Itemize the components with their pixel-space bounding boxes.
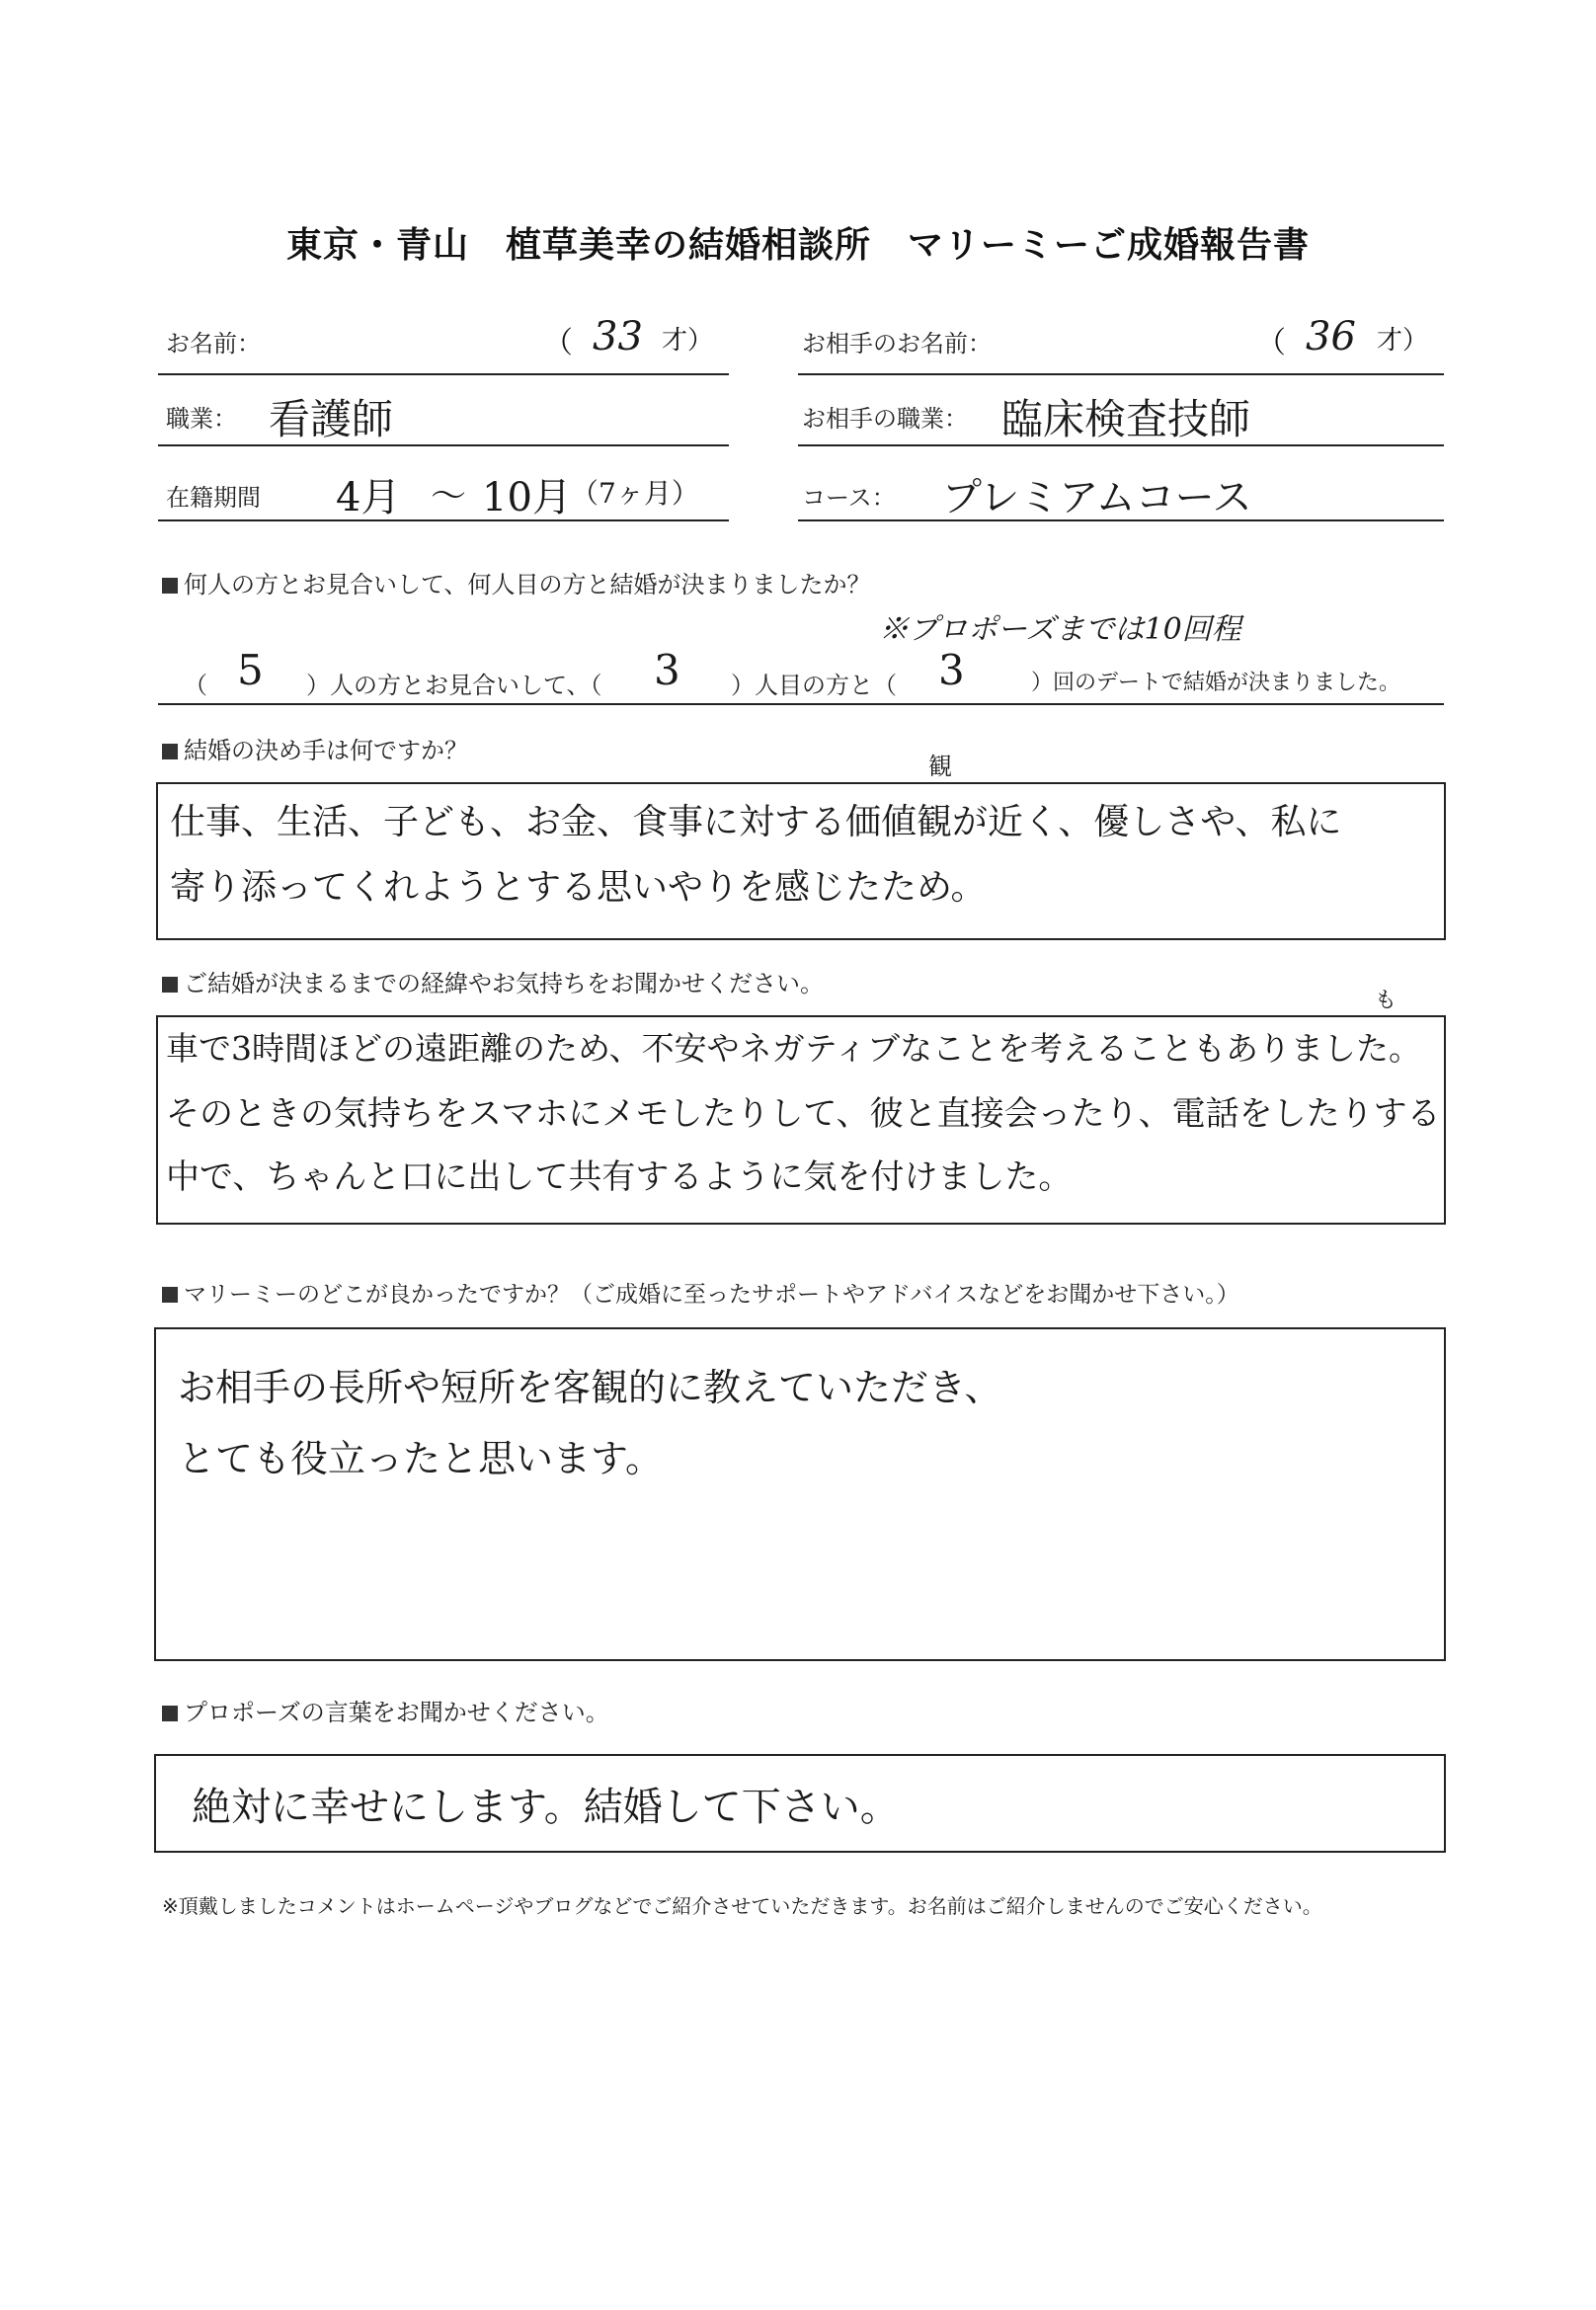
footer-note: ※頂戴しましたコメントはホームページやブログなどでご紹介させていただきます。お名前はご紹介しませんのでご安心ください。 [162,1894,1322,1918]
q3-heading: ご結婚が決まるまでの経緯やお気持ちをお聞かせください。 [162,964,824,998]
q1-dates: 3 [938,646,965,694]
q2-line-2: 寄り添ってくれようとする思いやりを感じたため。 [170,867,987,908]
course-value: プレミアムコース [942,475,1252,520]
q2-insert-mark: 観 [928,753,952,780]
q2-line-1: 仕事、生活、子ども、お金、食事に対する価値観が近く、優しさや、私に [170,802,1342,842]
q1-answer-row [158,644,1444,705]
q1-count-met: 5 [237,646,264,694]
q5-answer-box [154,1754,1446,1853]
q5-heading: プロポーズの言葉をお聞かせください。 [162,1693,609,1727]
partner-occupation-row [798,385,1444,446]
occupation-value: 看護師 [269,395,394,443]
name-row-left [158,314,729,375]
q3-line-3: 中で、ちゃんと口に出して共有するように気を付けました。 [166,1157,1073,1197]
partner-age-open-paren: （ [1256,326,1286,360]
q2-answer-box [156,782,1446,940]
partner-name-label: お相手のお名前： [802,330,992,358]
q1-text2: ）人目の方と（ [731,672,897,699]
age-value: 33 [593,314,643,359]
period-row [158,460,729,521]
q4-line-1: お相手の長所や短所を客観的に教えていただき、 [178,1366,1002,1409]
age-open-paren: （ [543,326,573,360]
q1-open-paren: （ [184,672,207,699]
period-end: 10月 [482,475,572,520]
q3-line-1: 車で3時間ほどの遠距離のため、不安やネガティブなことを考えることもありました。 [166,1029,1422,1068]
form-title: 東京・青山 植草美幸の結婚相談所 マリーミーご成婚報告書 [285,225,1310,266]
partner-name-row [798,314,1444,375]
partner-age-close-paren: 才） [1377,326,1429,356]
period-label: 在籍期間 [166,484,261,512]
q2-heading: 結婚の決め手は何ですか？ [162,731,468,765]
q1-heading: 何人の方とお見合いして、何人目の方と結婚が決まりましたか？ [162,565,871,599]
q4-answer-box [154,1327,1446,1661]
age-close-paren: 才） [662,326,714,356]
square-bullet-icon [162,1706,178,1721]
square-bullet-icon [162,1287,178,1303]
q3-line-2: そのときの気持ちをスマホにメモしたりして、彼と直接会ったり、電話をしたりする [166,1094,1441,1134]
q1-annotation: ※プロポーズまでは10回程 [879,612,1241,647]
q1-text1: ）人の方とお見合いして、（ [306,672,602,699]
partner-occupation-value: 臨床検査技師 [1001,395,1251,443]
name-label: お名前： [166,330,261,358]
q4-heading: マリーミーのどこが良かったですか？（ご成婚に至ったサポートやアドバイスなどをお聞かせ下さい。） [162,1276,1239,1309]
q4-line-2: とても役立ったと思います。 [178,1437,663,1480]
partner-age-value: 36 [1306,314,1356,359]
partner-occupation-label: お相手の職業： [802,405,968,433]
course-row [798,460,1444,521]
occupation-label: 職業： [166,405,237,433]
q1-which-person: 3 [654,646,680,694]
square-bullet-icon [162,744,178,759]
period-start: 4月 [336,475,401,520]
q3-insert-mark: も [1375,989,1397,1013]
course-label: コース： [802,484,896,512]
square-bullet-icon [162,578,178,594]
period-tilde: ～ [431,476,467,517]
period-months: （7ヶ月） [571,477,699,510]
q3-answer-box [156,1015,1446,1225]
occupation-row [158,385,729,446]
square-bullet-icon [162,977,178,993]
q1-text3: ）回のデートで結婚が決まりました。 [1031,671,1401,695]
q5-answer: 絶対に幸せにします。結婚して下さい。 [192,1785,900,1830]
